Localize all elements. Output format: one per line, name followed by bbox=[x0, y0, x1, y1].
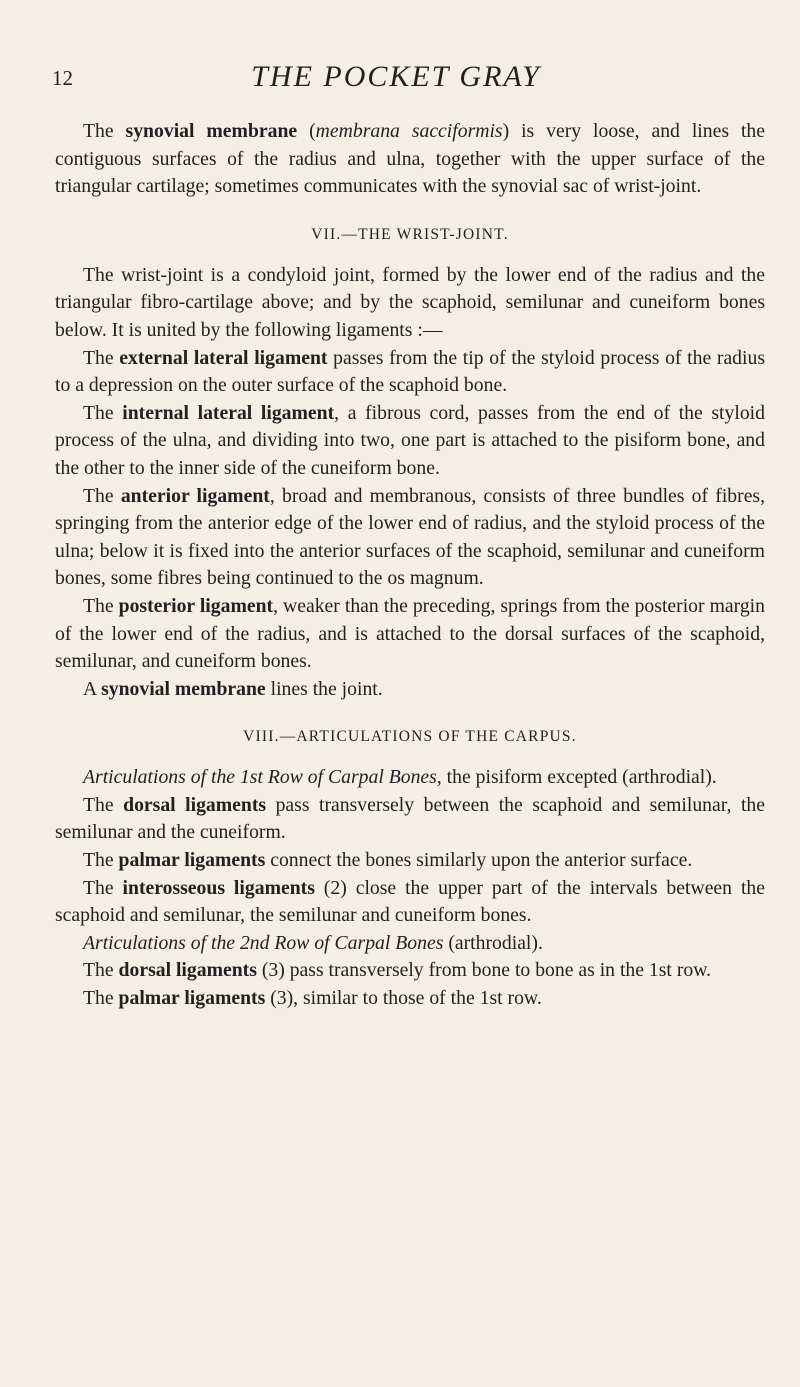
text-run: The bbox=[83, 346, 120, 369]
text-run: The bbox=[83, 401, 123, 424]
term-internal-lateral-ligament: internal lateral ligament bbox=[122, 401, 335, 424]
text-run: , the pisiform excepted (arthrodial). bbox=[436, 766, 717, 789]
text-run: The bbox=[83, 594, 119, 617]
text-run: ( bbox=[297, 120, 316, 142]
wrist-synovial-membrane-paragraph bbox=[55, 676, 765, 704]
text-run: The bbox=[83, 484, 121, 507]
term-dorsal-ligaments: dorsal ligaments bbox=[118, 959, 257, 982]
latin-term: membrana sacciformis bbox=[315, 120, 503, 142]
page-header bbox=[52, 60, 740, 94]
section-heading-carpus: VIII.—ARTICULATIONS OF THE CARPUS. bbox=[243, 728, 577, 746]
text-run: The bbox=[83, 959, 119, 982]
synovial-membrane-paragraph bbox=[55, 118, 765, 201]
wrist-joint-intro: The wrist-joint is a condyloid joint, formed by the lower end of the radius and the triangular fibro-cartilage above; and by the scaphoid, semilunar and cuneiform bones below. It is united by the following ligaments :— bbox=[55, 263, 765, 341]
text-run: (3) pass transversely from bone to bone as in the 1st row. bbox=[256, 959, 712, 982]
posterior-ligament-paragraph bbox=[55, 593, 765, 676]
text-run: (arthrodial). bbox=[443, 931, 543, 954]
page-body bbox=[55, 118, 765, 1013]
first-row-palmar-ligaments-paragraph bbox=[55, 847, 765, 875]
term-palmar-ligaments: palmar ligaments bbox=[118, 849, 266, 872]
second-row-dorsal-ligaments-paragraph bbox=[55, 957, 765, 985]
term-dorsal-ligaments: dorsal ligaments bbox=[123, 793, 267, 816]
text-run: , weaker than the preceding, springs from the posterior margin of the lower end of the radius, and is attached to the dorsal surfaces of the scaphoid, semilunar, and cuneiform bones. bbox=[55, 594, 765, 673]
term-palmar-ligaments: palmar ligaments bbox=[118, 987, 266, 1010]
first-row-articulations-paragraph bbox=[55, 764, 765, 792]
text-run: The bbox=[83, 120, 126, 142]
anterior-ligament-paragraph bbox=[55, 483, 765, 593]
term-posterior-ligament: posterior ligament bbox=[118, 594, 274, 617]
term-external-lateral-ligament: external lateral ligament bbox=[119, 346, 328, 369]
text-run: (2) close the upper part of the intervals between the scaphoid and semilunar, the semilunar and cuneiform bones. bbox=[55, 876, 766, 927]
text-run: The bbox=[83, 987, 119, 1010]
term-interosseous-ligaments: interosseous ligaments bbox=[122, 876, 315, 899]
running-head: THE POCKET GRAY bbox=[251, 60, 541, 93]
second-row-articulations-paragraph bbox=[55, 930, 765, 958]
text-run: passes from the tip of the styloid process of the radius to a depression on the outer surface of the scaphoid bone. bbox=[55, 346, 766, 397]
term-synovial-membrane: synovial membrane bbox=[101, 677, 266, 700]
text-run: The bbox=[83, 876, 123, 899]
interosseous-ligaments-paragraph bbox=[55, 875, 765, 930]
internal-lateral-ligament-paragraph bbox=[55, 400, 765, 483]
term-anterior-ligament: anterior ligament bbox=[120, 484, 270, 507]
second-row-palmar-ligaments-paragraph bbox=[55, 985, 765, 1013]
text-run: pass transversely between the scaphoid and semilunar, the semilunar and the cuneiform. bbox=[55, 793, 765, 844]
external-lateral-ligament-paragraph bbox=[55, 345, 765, 400]
text-run: ) is very loose, and lines the contiguous surfaces of the radius and ulna, together with the upper surface of the triangular cartilage; sometimes communicates with the synovial sac of wrist-joint. bbox=[55, 120, 765, 198]
text-run: A bbox=[83, 677, 102, 700]
term-synovial-membrane: synovial membrane bbox=[125, 120, 298, 142]
text-run: (3), similar to those of the 1st row. bbox=[265, 987, 542, 1010]
text-run: connect the bones similarly upon the anterior surface. bbox=[265, 849, 693, 872]
first-row-dorsal-ligaments-paragraph bbox=[55, 792, 765, 847]
text-run: , a fibrous cord, passes from the end of the styloid process of the ulna, and dividing into two, one part is attached to the pisiform bone, and the other to the inner side of the cuneiform bone. bbox=[55, 401, 765, 479]
text-run: The bbox=[83, 849, 119, 872]
text-run: , broad and membranous, consists of three bundles of fibres, springing from the anterior edge of the lower end of radius, and the styloid process of the ulna; below it is fixed into the anterior surfaces of the scaphoid, semilunar and cuneiform bones, some fibres being continued to the os magnum. bbox=[55, 484, 766, 590]
section-heading-wrist-joint: VII.—THE WRIST-JOINT. bbox=[311, 225, 509, 243]
text-run: lines the joint. bbox=[265, 677, 383, 700]
first-row-title: Articulations of the 1st Row of Carpal Bones bbox=[83, 766, 437, 789]
page-number: 12 bbox=[52, 66, 73, 90]
second-row-title: Articulations of the 2nd Row of Carpal Bones bbox=[83, 931, 444, 954]
text-run: The bbox=[83, 793, 124, 816]
